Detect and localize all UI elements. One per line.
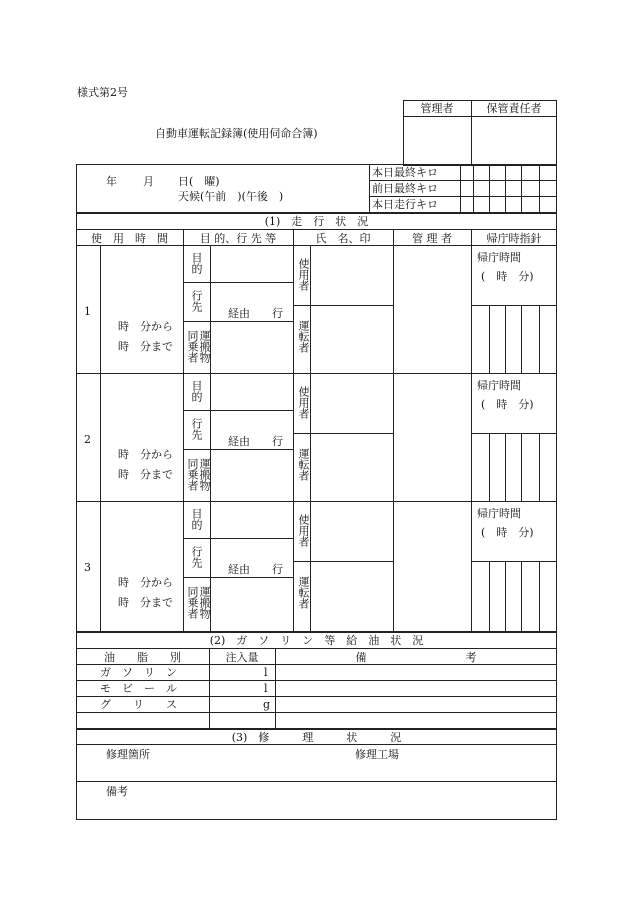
driver-label: 運転者	[297, 448, 310, 481]
date-year: 年	[106, 175, 117, 188]
via-label: 経由 行	[228, 307, 283, 320]
remarks-label: 備考	[106, 785, 128, 798]
driver-label: 運転者	[297, 320, 310, 353]
purpose-label: 目的	[190, 252, 203, 274]
approval-supervisor-label: 保管責任者	[486, 102, 542, 115]
section1-title: (1) 走 行 状 況	[264, 215, 369, 228]
fuel-item: モ ビ ー ル	[100, 682, 177, 695]
date-month: 月	[143, 175, 154, 188]
passenger-label: 同乗者	[186, 330, 199, 363]
return-time-label: 帰庁時間	[477, 379, 521, 392]
repair-place-label: 修理箇所	[106, 748, 150, 761]
header-name: 氏 名、印	[315, 232, 371, 245]
user-label: 使用者	[297, 386, 310, 419]
fuel-header-remarks: 備 考	[355, 651, 477, 664]
cargo-label: 運搬物	[198, 330, 211, 363]
fuel-header-amount: 注入量	[225, 651, 259, 664]
weather: 天候(午前 )(午後 )	[178, 190, 284, 203]
page-title: 自動車運転記録簿(使用伺命合簿)	[155, 127, 318, 140]
section2-title: (2) ガ ソ リ ン 等 給 油 状 況	[209, 634, 424, 647]
time-from: 時 分から	[118, 448, 173, 461]
time-to: 時 分まで	[118, 340, 173, 353]
form-number: 様式第2号	[77, 86, 128, 99]
return-hm-label: ( 時 分)	[481, 398, 534, 411]
passenger-label: 同乗者	[186, 458, 199, 491]
cargo-label: 運搬物	[198, 586, 211, 619]
return-time-label: 帰庁時間	[477, 507, 521, 520]
return-hm-label: ( 時 分)	[481, 270, 534, 283]
time-from: 時 分から	[118, 320, 173, 333]
odometer-today-run: 本日走行キロ	[372, 198, 438, 211]
row-number: 2	[84, 433, 91, 446]
fuel-unit: l	[264, 666, 268, 679]
row-number: 1	[84, 305, 91, 318]
date-day: 日( 曜)	[178, 175, 220, 188]
odometer-prev-final: 前日最終キロ	[372, 182, 438, 195]
fuel-header-type: 油 脂 別	[104, 651, 181, 664]
fuel-item: グ リ ス	[100, 698, 177, 711]
time-to: 時 分まで	[118, 596, 173, 609]
time-to: 時 分まで	[118, 468, 173, 481]
header-manager: 管 理 者	[412, 232, 452, 245]
repair-shop-label: 修理工場	[355, 748, 399, 761]
section3-title: (3) 修 理 状 況	[231, 731, 402, 744]
destination-label: 行先	[190, 290, 203, 312]
odometer-today-final: 本日最終キロ	[372, 166, 438, 179]
purpose-label: 目的	[190, 380, 203, 402]
time-from: 時 分から	[118, 576, 173, 589]
cargo-label: 運搬物	[198, 458, 211, 491]
destination-label: 行先	[190, 418, 203, 440]
fuel-unit: g	[263, 698, 271, 711]
purpose-label: 目的	[190, 508, 203, 530]
user-label: 使用者	[297, 514, 310, 547]
header-return-meter: 帰庁時指針	[486, 232, 542, 245]
fuel-unit: l	[264, 682, 268, 695]
via-label: 経由 行	[228, 563, 283, 576]
return-hm-label: ( 時 分)	[481, 526, 534, 539]
via-label: 経由 行	[228, 435, 283, 448]
header-purpose: 目 的、行 先 等	[199, 232, 277, 245]
user-label: 使用者	[297, 258, 310, 291]
row-number: 3	[84, 561, 91, 574]
return-time-label: 帰庁時間	[477, 251, 521, 264]
driver-label: 運転者	[297, 576, 310, 609]
destination-label: 行先	[190, 546, 203, 568]
passenger-label: 同乗者	[186, 586, 199, 619]
fuel-item: ガ ソ リ ン	[100, 666, 177, 679]
header-use-time: 使 用 時 間	[91, 232, 168, 245]
approval-manager-label: 管理者	[420, 102, 454, 115]
